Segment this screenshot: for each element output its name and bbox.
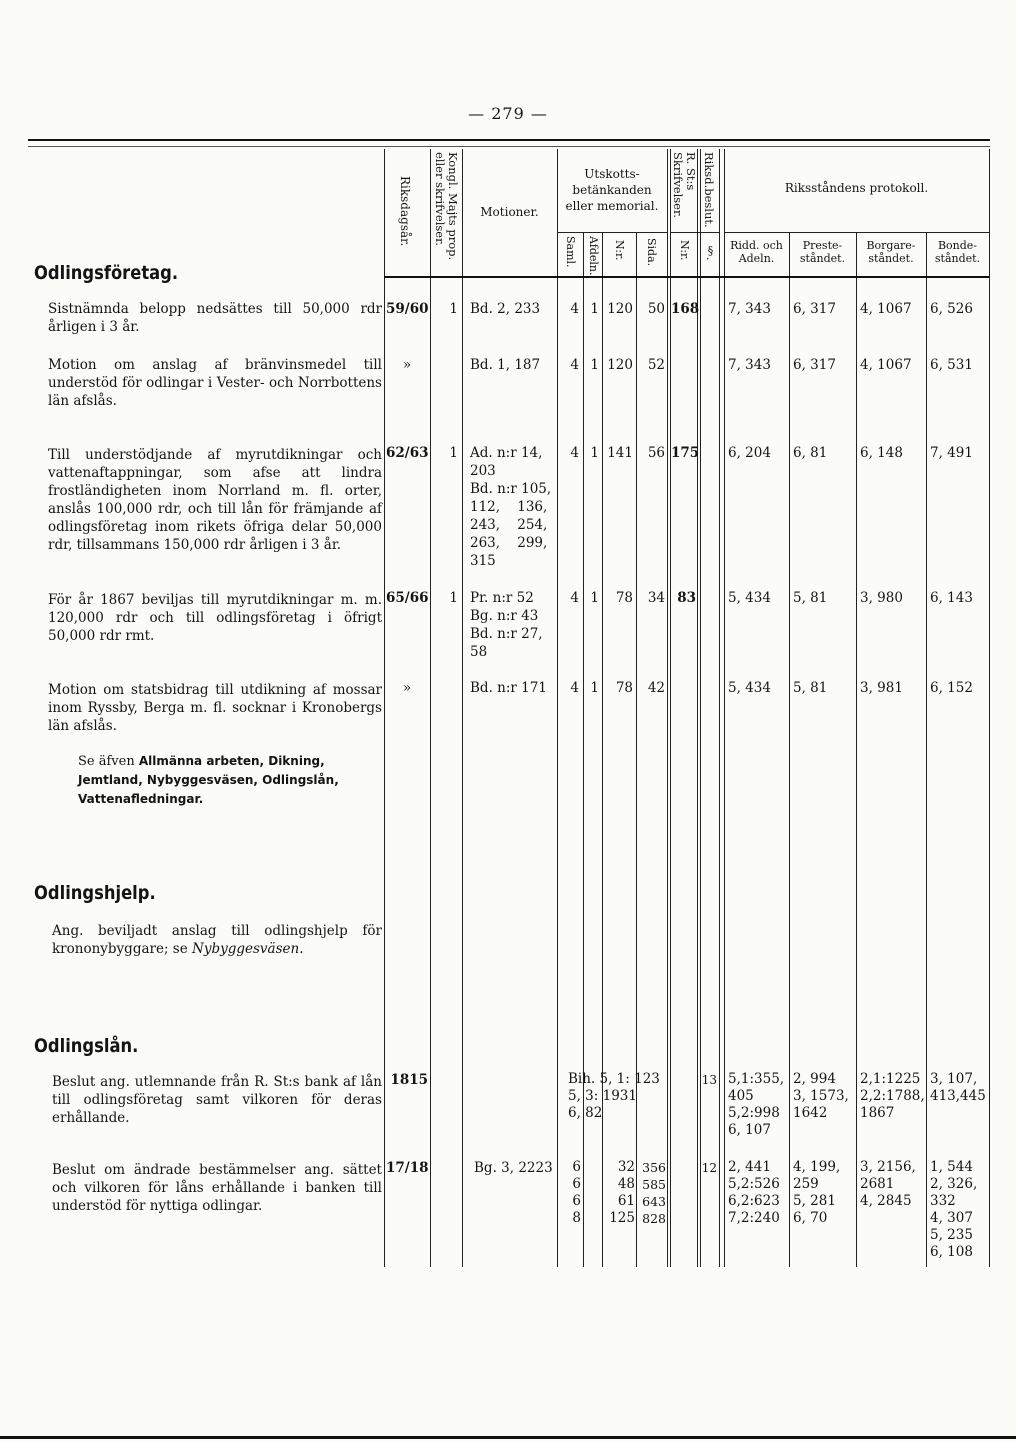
- section-title: Odlingshjelp.: [34, 882, 156, 904]
- entry-ridd: 5,1:355, 405 5,2:998 6, 107: [728, 1071, 785, 1138]
- entry-sida: 42: [647, 680, 665, 696]
- entry-borgare: 3, 2156, 2681 4, 2845: [860, 1159, 916, 1209]
- entry-year: 59/60: [386, 301, 429, 317]
- entry-ridd: 7, 343: [728, 301, 771, 317]
- col-line: [989, 149, 990, 1267]
- col-line: [856, 232, 857, 1267]
- subheader-ridd: Ridd. och Adeln.: [730, 239, 783, 265]
- entry-rsts-nr: 175: [671, 445, 700, 461]
- odlingshjelp-text: Ang. beviljadt anslag till odlingshjelp för krononybyggare; se: [52, 923, 382, 957]
- entry-rsts-nr: 168: [671, 301, 700, 317]
- entry-ridd: 6, 204: [728, 445, 771, 461]
- top-rule: [28, 139, 990, 141]
- entry-sida: 52: [647, 357, 665, 373]
- subheader-nr: N:r.: [613, 240, 626, 261]
- entry-saml: 4: [570, 301, 579, 317]
- subheader-saml: Saml.: [564, 236, 577, 268]
- entry-borgare: 6, 148: [860, 445, 903, 461]
- col-line: [789, 232, 790, 1267]
- entry-nr: 78: [615, 590, 633, 606]
- header-protokoll: Riksståndens protokoll.: [784, 181, 929, 195]
- entry-bonde: 6, 152: [930, 680, 973, 696]
- bottom-rule: [0, 1436, 1016, 1439]
- entry-description: För år 1867 beviljas till myrutdikningar m. m. 120,000 rdr och till odlingsföretag i öfrigt 50,000 rdr rmt.: [48, 592, 382, 644]
- entry-preste: 5, 81: [793, 590, 828, 606]
- entry-motion: Bd. 1, 187: [470, 357, 541, 373]
- entry-year: 1815: [390, 1072, 428, 1088]
- col-line: [700, 149, 701, 1267]
- entry-utskott: Bih. 5, 1: 123 5, 3: 1931 6, 82: [568, 1071, 660, 1121]
- subheader-paragraf: §.: [704, 244, 717, 261]
- entry-description: Beslut om ändrade bestämmelser ang. sättet och vilkoren för låns erhållande i banken till understöd för nyttiga odlingar.: [52, 1162, 382, 1214]
- entry-description: Sistnämnda belopp nedsättes till 50,000 rdr årligen i 3 år.: [48, 301, 382, 335]
- entry-bonde: 1, 544 2, 326, 332 4, 307 5, 235 6, 108: [930, 1159, 978, 1260]
- see-also-refs: Allmänna arbeten, Dikning, Jemtland, Nybyggesväsen, Odlingslån, Vattenafledningar.: [78, 754, 339, 806]
- subheader-preste: Preste- ståndet.: [799, 239, 846, 265]
- subheader-line: [724, 232, 989, 233]
- subheader-borgare: Borgare- ståndet.: [866, 239, 916, 265]
- header-kongl: Kongl. Majts prop. eller skrifvelser.: [433, 152, 460, 261]
- entry-prop: 1: [449, 445, 458, 461]
- odlingshjelp-ref: Nybyggesväsen.: [192, 941, 304, 957]
- see-also-note: [78, 752, 382, 809]
- header-utskott: Utskotts- betänkanden eller memorial.: [565, 167, 659, 213]
- col-line: [719, 149, 720, 1267]
- entry-paragraf: 12: [701, 1161, 717, 1175]
- entry-motion: Bg. 3, 2223: [474, 1160, 553, 1176]
- subheader-bonde: Bonde- ståndet.: [934, 239, 981, 265]
- entry-year: »: [402, 680, 412, 696]
- entry-saml: 4: [570, 357, 579, 373]
- section-title: Odlingsföretag.: [34, 262, 179, 284]
- entry-paragraf: 13: [701, 1073, 717, 1087]
- subheader-nr2: N:r.: [678, 240, 691, 261]
- col-line: [462, 149, 463, 1267]
- entry-year: »: [402, 357, 412, 373]
- header-bottom-line: [384, 276, 989, 278]
- entry-borgare: 3, 980: [860, 590, 903, 606]
- entry-description: Till understödjande af myrutdikningar och vattenaftappningar, som afse att lindra frostländigheten inom Norrland m. fl. orter, anslås 100,000 rdr, och till lån för främjande af odlingsföretag inom rikets öfriga delar 50,000 rdr, tillsammans 150,000 rdr årligen i 3 år.: [48, 447, 382, 553]
- col-line: [926, 232, 927, 1267]
- entry-sida: 356 585 643 828: [642, 1160, 666, 1226]
- odlingshjelp-note: [52, 922, 382, 958]
- entry-borgare: 4, 1067: [860, 301, 912, 317]
- header-riksdagsar: Riksdagsår.: [398, 176, 412, 247]
- entry-sida: 56: [647, 445, 665, 461]
- entry-preste: 2, 994 3, 1573, 1642: [793, 1071, 849, 1121]
- entry-year: 62/63: [386, 445, 429, 461]
- top-rule-thin: [28, 146, 990, 147]
- entry-description: Motion om statsbidrag till utdikning af mossar inom Ryssby, Berga m. fl. socknar i Kronobergs län afslås.: [48, 682, 382, 734]
- entry-ridd: 5, 434: [728, 680, 771, 696]
- entry-preste: 6, 317: [793, 357, 836, 373]
- entry-motion: Pr. n:r 52 Bg. n:r 43 Bd. n:r 27, 58: [470, 590, 543, 660]
- entry-year: 65/66: [386, 590, 429, 606]
- subheader-line: [557, 232, 667, 233]
- entry-preste: 6, 317: [793, 301, 836, 317]
- subheader-sida: Sida.: [645, 238, 658, 267]
- entry-bonde: 6, 531: [930, 357, 973, 373]
- entry-afdeln: 1: [590, 445, 599, 461]
- entry-ridd: 2, 441 5,2:526 6,2:623 7,2:240: [728, 1159, 780, 1226]
- entry-ridd: 5, 434: [728, 590, 771, 606]
- entry-afdeln: 1: [590, 301, 599, 317]
- entry-nr: 141: [607, 445, 633, 461]
- entry-nr: 32 48 61 125: [609, 1159, 635, 1226]
- entry-bonde: 3, 107, 413,445: [930, 1071, 986, 1104]
- entry-saml: 4: [570, 680, 579, 696]
- entry-saml: 6 6 6 8: [572, 1159, 581, 1226]
- entry-nr: 78: [615, 680, 633, 696]
- header-riksd-beslut: Riksd.beslut.: [702, 152, 716, 228]
- entry-bonde: 6, 526: [930, 301, 973, 317]
- entry-afdeln: 1: [590, 680, 599, 696]
- entry-ridd: 7, 343: [728, 357, 771, 373]
- entry-bonde: 7, 491: [930, 445, 973, 461]
- header-rsts: R. St:s Skrifvelser.: [671, 152, 698, 218]
- see-also-prefix: Se äfven: [78, 754, 135, 769]
- entry-preste: 4, 199, 259 5, 281 6, 70: [793, 1159, 841, 1226]
- entry-description: Motion om anslag af bränvinsmedel till understöd för odlingar i Vester- och Norrbottens län afslås.: [48, 357, 382, 409]
- entry-preste: 5, 81: [793, 680, 828, 696]
- page-number: — 279 —: [468, 104, 548, 123]
- header-motioner: Motioner.: [480, 205, 539, 219]
- entry-prop: 1: [449, 590, 458, 606]
- col-line: [384, 149, 385, 1267]
- entry-saml: 4: [570, 590, 579, 606]
- entry-saml: 4: [570, 445, 579, 461]
- entry-rsts-nr: 83: [677, 590, 696, 606]
- entry-description: Beslut ang. utlemnande från R. St:s bank af lån till odlingsföretag samt vilkoren för deras erhållande.: [52, 1074, 382, 1126]
- entry-bonde: 6, 143: [930, 590, 973, 606]
- col-line: [430, 149, 431, 1267]
- col-line: [724, 149, 725, 1267]
- entry-prop: 1: [449, 301, 458, 317]
- entry-preste: 6, 81: [793, 445, 828, 461]
- entry-motion: Bd. n:r 171: [470, 680, 547, 696]
- entry-afdeln: 1: [590, 590, 599, 606]
- entry-sida: 50: [647, 301, 665, 317]
- entry-nr: 120: [607, 357, 633, 373]
- entry-afdeln: 1: [590, 357, 599, 373]
- subheader-afdeln: Afdeln.: [587, 236, 600, 276]
- entry-borgare: 4, 1067: [860, 357, 912, 373]
- entry-borgare: 3, 981: [860, 680, 903, 696]
- entry-sida: 34: [647, 590, 665, 606]
- col-line: [557, 149, 558, 1267]
- subheader-line: [670, 232, 719, 233]
- entry-nr: 120: [607, 301, 633, 317]
- entry-year: 17/18: [386, 1160, 429, 1176]
- col-line: [667, 149, 668, 1267]
- entry-borgare: 2,1:1225 2,2:1788, 1867: [860, 1071, 925, 1121]
- entry-motion: Ad. n:r 14, 203 Bd. n:r 105, 112, 136, 243, 254, 263, 299, 315: [470, 445, 552, 569]
- entry-motion: Bd. 2, 233: [470, 301, 541, 317]
- section-title: Odlingslån.: [34, 1035, 139, 1057]
